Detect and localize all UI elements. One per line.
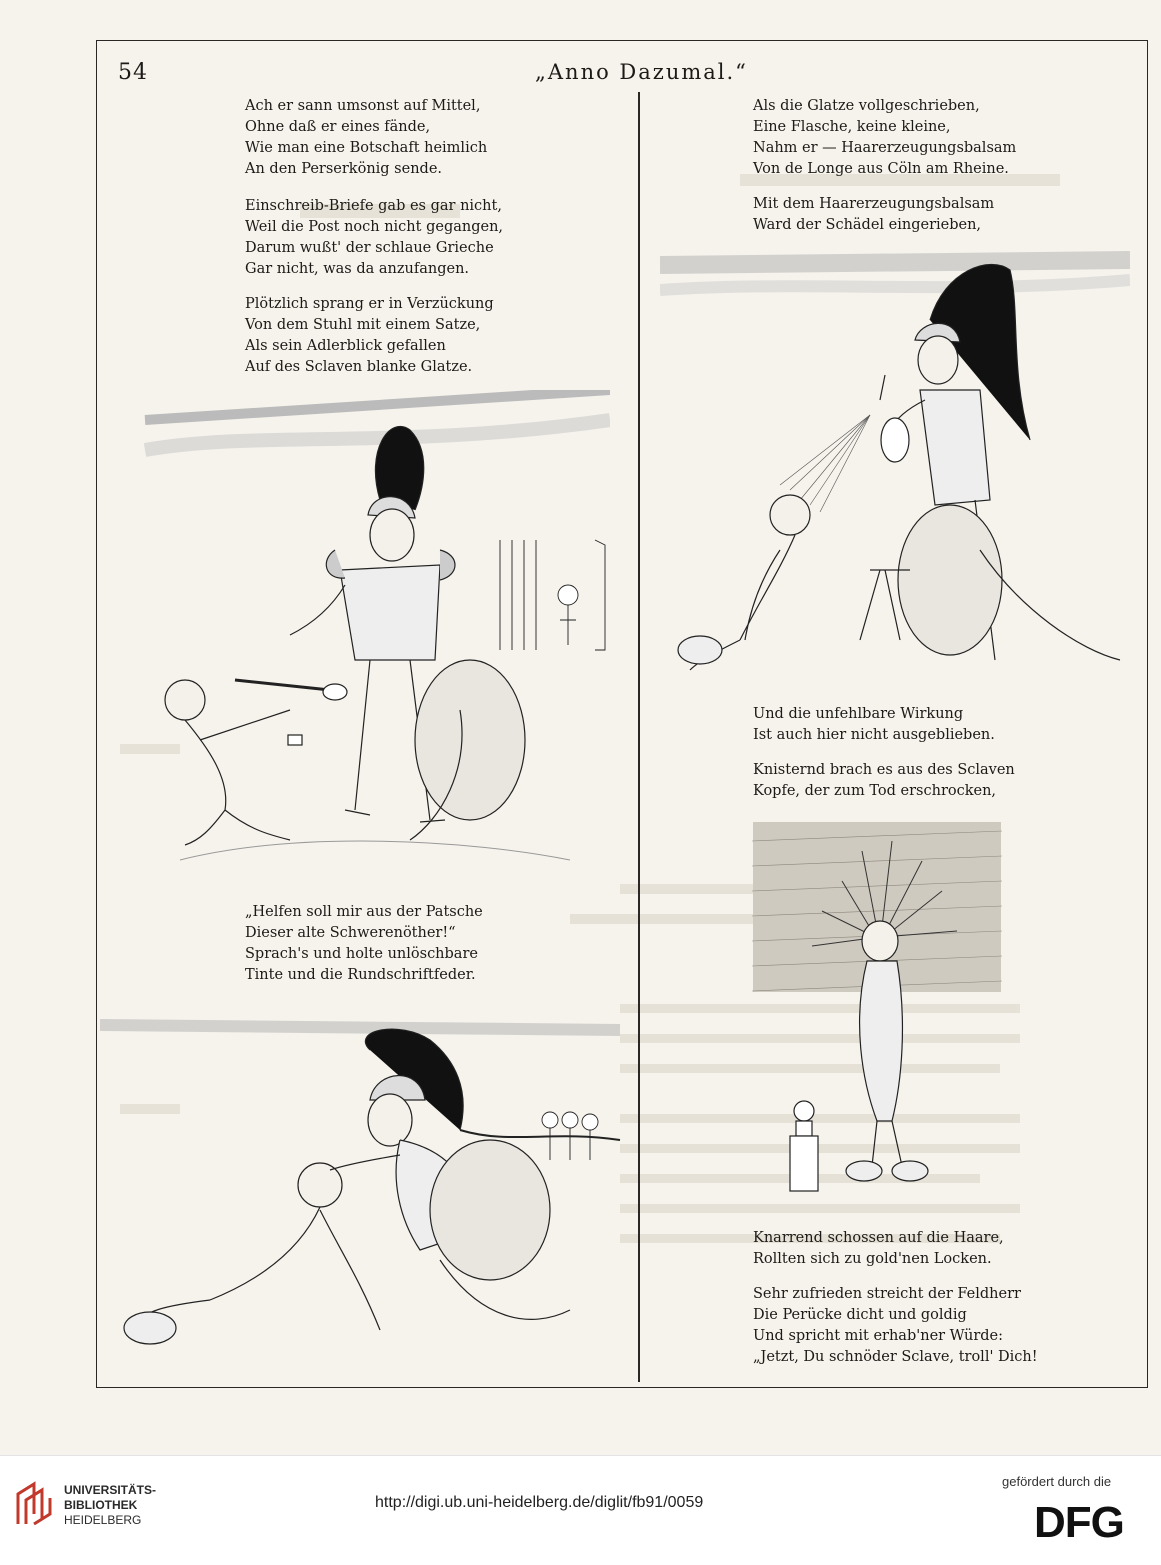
right-stanza-3 (753, 704, 995, 746)
institution-line: BIBLIOTHEK (64, 1498, 138, 1512)
left-stanza-4 (245, 902, 483, 986)
illustration-hair-balsam (660, 250, 1130, 695)
institution-name (64, 1483, 156, 1528)
left-stanza-1 (245, 96, 487, 180)
verse-line: „Helfen soll mir aus der Patsche (245, 904, 483, 920)
left-stanza-2 (245, 196, 503, 280)
verse-line: Ohne daß er eines fände, (245, 119, 431, 135)
verse-line: Sehr zufrieden streicht der Feldherr (753, 1286, 1021, 1302)
institution-line: UNIVERSITÄTS- (64, 1483, 157, 1497)
verse-line: Einschreib-Briefe gab es gar nicht, (245, 198, 502, 214)
verse-line: Knarrend schossen auf die Haare, (753, 1230, 1004, 1246)
verse-line: Weil die Post noch nicht gegangen, (245, 219, 504, 235)
verse-line: Von dem Stuhl mit einem Satze, (245, 317, 481, 333)
verse-line: Von de Longe aus Cöln am Rheine. (753, 161, 1009, 177)
footer-bar (0, 1455, 1161, 1565)
right-stanza-1 (753, 96, 1016, 180)
illustration-general-and-slave (140, 390, 610, 890)
right-stanza-2 (753, 194, 994, 236)
verse-line: Dieser alte Schwerenöther!“ (245, 925, 456, 941)
right-stanza-6 (753, 1284, 1038, 1368)
left-stanza-3 (245, 294, 494, 378)
verse-line: Plötzlich sprang er in Verzückung (245, 296, 494, 312)
verse-line: Darum wußt' der schlaue Grieche (245, 240, 494, 256)
verse-line: Wie man eine Botschaft heimlich (245, 140, 488, 156)
page-number: 54 (118, 60, 148, 85)
verse-line: Die Perücke dicht und goldig (753, 1307, 967, 1323)
verse-line: Gar nicht, was da anzufangen. (245, 261, 470, 277)
verse-line: Kopfe, der zum Tod erschrocken, (753, 783, 997, 799)
verse-line: Tinte und die Rundschriftfeder. (245, 967, 476, 983)
verse-line: Als sein Adlerblick gefallen (245, 338, 446, 354)
funding-note: gefördert durch die (1002, 1474, 1112, 1489)
illustration-hair-bursting (752, 821, 1002, 1206)
dfg-logo: DFG (1034, 1498, 1124, 1547)
verse-line: Mit dem Haarerzeugungsbalsam (753, 196, 995, 212)
verse-line: Als die Glatze vollgeschrieben, (753, 98, 980, 114)
verse-line: Ward der Schädel eingerieben, (753, 217, 982, 233)
running-title: „Anno Dazumal.“ (535, 60, 748, 84)
verse-line: Nahm er — Haarerzeugungsbalsam (753, 140, 1017, 156)
verse-line: Ist auch hier nicht ausgeblieben. (753, 727, 995, 743)
university-library-logo-icon (14, 1480, 56, 1526)
right-stanza-5 (753, 1228, 1004, 1270)
institution-line: HEIDELBERG (64, 1513, 142, 1527)
verse-line: Und spricht mit erhab'ner Würde: (753, 1328, 1004, 1344)
verse-line: Sprach's und holte unlöschbare (245, 946, 478, 962)
verse-line: Eine Flasche, keine kleine, (753, 119, 951, 135)
verse-line: An den Perserkönig sende. (245, 161, 443, 177)
verse-line: Knisternd brach es aus des Sclaven (753, 762, 1015, 778)
permalink-url[interactable]: http://digi.ub.uni-heidelberg.de/diglit/fb91/0059 (375, 1494, 704, 1511)
verse-line: Und die unfehlbare Wirkung (753, 706, 964, 722)
illustration-writing-on-head (100, 1010, 625, 1370)
verse-line: Rollten sich zu gold'nen Locken. (753, 1251, 992, 1267)
right-stanza-4 (753, 760, 1015, 802)
verse-line: „Jetzt, Du schnöder Sclave, troll' Dich! (753, 1349, 1038, 1365)
verse-line: Ach er sann umsonst auf Mittel, (245, 98, 481, 114)
column-divider (638, 92, 640, 1382)
verse-line: Auf des Sclaven blanke Glatze. (245, 359, 473, 375)
